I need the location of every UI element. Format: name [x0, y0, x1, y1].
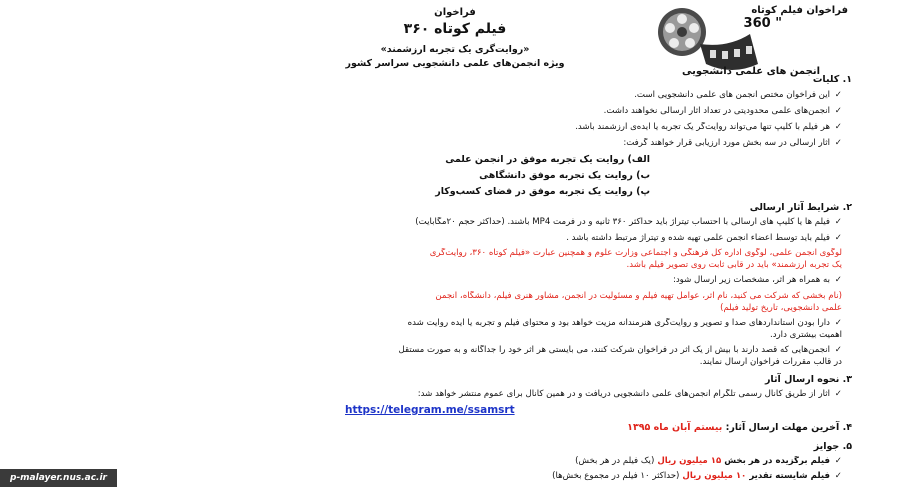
prize-item: ✓فیلم شایسته تقدیر ۱۰ میلیون ریال (حداکثر ۱۰ فیلم در مجموع بخش‌ها) [552, 471, 842, 481]
list-item: ✓آثار ارسالی در سه بخش مورد ارزیابی قرار خواهند گرفت: [623, 138, 842, 148]
list-item: ✓انجمن‌هایی که قصد دارند با بیش از یک اثر در فراخوان شرکت کنند، می بایستی هر اثر خود را جداگانه و به صورت مستقل [398, 345, 842, 355]
sub-item: پ) روایت یک تجربه موفق در فضای کسب‌وکار [435, 186, 650, 197]
logo-number: " 360 [743, 16, 782, 31]
list-item: ✓آثار از طریق کانال رسمی تلگرام انجمن‌های علمی دانشجویی دریافت و در همین کانال برای عموم منتشر خواهد شد: [417, 389, 842, 399]
check-icon: ✓ [834, 138, 842, 148]
list-item: ✓هر فیلم با کلیپ تنها می‌تواند روایت‌گر یک تجربه یا ایده‌ی ارزشمند باشد. [575, 122, 842, 132]
list-item: ✓به همراه هر اثر، مشخصات زیر ارسال شود: [672, 275, 842, 285]
section-2-title: ۲. شرایط آثار ارسالی [749, 202, 852, 213]
check-icon: ✓ [834, 275, 842, 285]
telegram-link[interactable]: https://telegram.me/ssamsrt [345, 404, 515, 416]
list-item: ✓فیلم ها یا کلیپ های ارسالی با احتساب تیتراژ باید حداکثر ۳۶۰ ثانیه و در فرمت MP4 باشند. (حداکثر حجم ۲۰مگابایت) [415, 217, 842, 227]
header-title: فیلم کوتاه ۳۶۰ [403, 21, 507, 37]
logo-subtitle: انجمن های علمی دانشجویی [682, 66, 820, 77]
red-note-line: علمی دانشجویی، تاریخ تولید فیلم) [720, 303, 842, 313]
check-icon: ✓ [834, 345, 842, 355]
check-icon: ✓ [834, 233, 842, 243]
list-item: ✓این فراخوان مختص انجمن های علمی دانشجویی است. [634, 90, 842, 100]
deadline-label: ۴. آخرین مهلت ارسال آثار: [725, 422, 852, 433]
prize-item: ✓فیلم برگزیده در هر بخش ۱۵ میلیون ریال (یک فیلم در هر بخش) [575, 456, 842, 466]
check-icon: ✓ [834, 217, 842, 227]
check-icon: ✓ [834, 318, 842, 328]
red-note-line: یک تجربه ارزشمند» باید در قابی ثابت روی تصویر فیلم باشد. [626, 260, 842, 270]
header-slogan: «روایت‌گری یک تجربه ارزشمند» [380, 44, 530, 55]
red-note-line: لوگوی انجمن علمی، لوگوی اداره کل فرهنگی و اجتماعی وزارت علوم و همچنین عبارت «فیلم کوتاه ۳۶۰، روایت‌گری [429, 248, 842, 258]
logo-title: فراخوان فیلم کوتاه [751, 5, 848, 16]
site-watermark: p-malayer.nus.ac.ir [0, 469, 117, 487]
check-icon: ✓ [834, 389, 842, 399]
section-3-title: ۳. نحوه ارسال آثار [764, 374, 852, 385]
check-icon: ✓ [834, 471, 842, 481]
check-icon: ✓ [834, 106, 842, 116]
list-item: ✓انجمن‌های علمی محدودیتی در تعداد آثار ارسالی نخواهند داشت. [603, 106, 842, 116]
section-4-deadline [627, 422, 852, 434]
section-5-title: ۵. جوایز [813, 441, 852, 452]
list-item: ✓دارا بودن استانداردهای صدا و تصویر و روایت‌گری هنرمندانه مزیت خواهد بود و محتوای فیلم و تجربه یا ایده روایت شده [407, 318, 842, 328]
sub-item: الف) روایت یک تجربه موفق در انجمن علمی [445, 154, 650, 165]
sub-item: ب) روایت یک تجربه موفق دانشگاهی [479, 170, 650, 181]
list-item: ✓فیلم باید توسط اعضاء انجمن علمی تهیه شده و تیتراژ مرتبط داشته باشد . [566, 233, 842, 243]
deadline-date: بیستم آبان ماه ۱۳۹۵ [627, 422, 723, 433]
red-note-line: (نام بخشی که شرکت می کنید، نام اثر، عوامل تهیه فیلم و مسئولیت در انجمن، مشاور هنری فیلم، دانشگاه، انجمن [435, 291, 842, 301]
check-icon: ✓ [834, 90, 842, 100]
header-audience: ویژه انجمن‌های علمی دانشجویی سراسر کشور [345, 58, 565, 69]
check-icon: ✓ [834, 456, 842, 466]
call-document [195, 4, 860, 489]
check-icon: ✓ [834, 122, 842, 132]
header-call: فراخوان [434, 7, 476, 18]
section-1-title: ۱. کلیات [812, 74, 852, 85]
film-360-logo [650, 4, 860, 84]
list-item-cont: در قالب مقررات فراخوان ارسال نمایند. [699, 357, 842, 367]
list-item-cont: اهمیت بیشتری دارد. [769, 330, 842, 340]
